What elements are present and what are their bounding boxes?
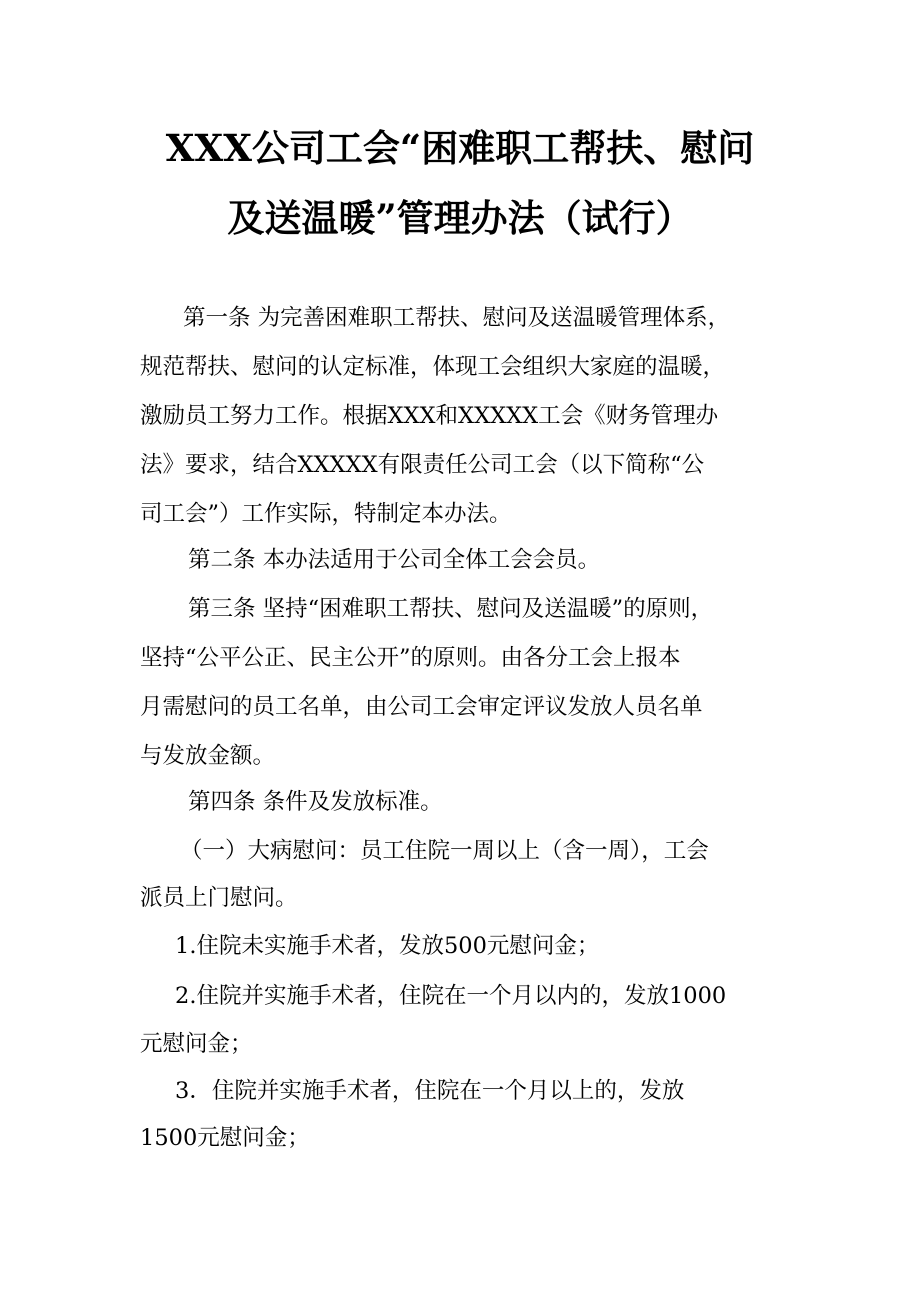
article-2: 第二条 本办法适用于公司全体工会会员。 [188,547,601,573]
article-3-line-3: 月需慰问的员工名单，由公司工会审定评议发放人员名单 [140,694,703,720]
article-4: 第四条 条件及发放标准。 [188,789,443,815]
item-1-line-1: （一）大病慰问：员工住院一周以上（含一周），工会 [180,838,709,864]
item-1-3-line-1: 3．住院并实施手术者，住院在一个月以上的，发放 [175,1078,685,1104]
article-3-line-1: 第三条 坚持“困难职工帮扶、慰问及送温暖”的原则， [188,596,714,622]
item-1-2-line-1: 2.住院并实施手术者，住院在一个月以内的，发放1000 [175,983,727,1009]
document-title-line-1: XXX公司工会“困难职工帮扶、慰问 [165,126,755,170]
article-1-line-5: 司工会”）工作实际，特制定本办法。 [140,501,512,527]
item-1-2-line-2: 元慰问金； [140,1031,253,1057]
article-1-line-3: 激励员工努力工作。根据XXX和XXXXX工会《财务管理办 [140,403,719,429]
article-3-line-2: 坚持“公平公正、民主公开”的原则。由各分工会上报本 [140,645,681,671]
item-1-line-2: 派员上门慰问。 [140,885,298,911]
article-1-line-2: 规范帮扶、慰问的认定标准，体现工会组织大家庭的温暖， [140,354,726,380]
item-1-3-line-2: 1500元慰问金； [140,1125,310,1151]
document-title-line-2: 及送温暖”管理办法（试行） [227,196,693,240]
article-1-line-1: 第一条 为完善困难职工帮扶、慰问及送温暖管理体系， [183,305,731,331]
article-1-line-4: 法》要求，结合XXXXX有限责任公司工会（以下简称“公 [140,452,705,478]
item-1-1: 1.住院未实施手术者，发放500元慰问金； [175,933,600,959]
article-3-line-4: 与发放金额。 [140,743,276,769]
